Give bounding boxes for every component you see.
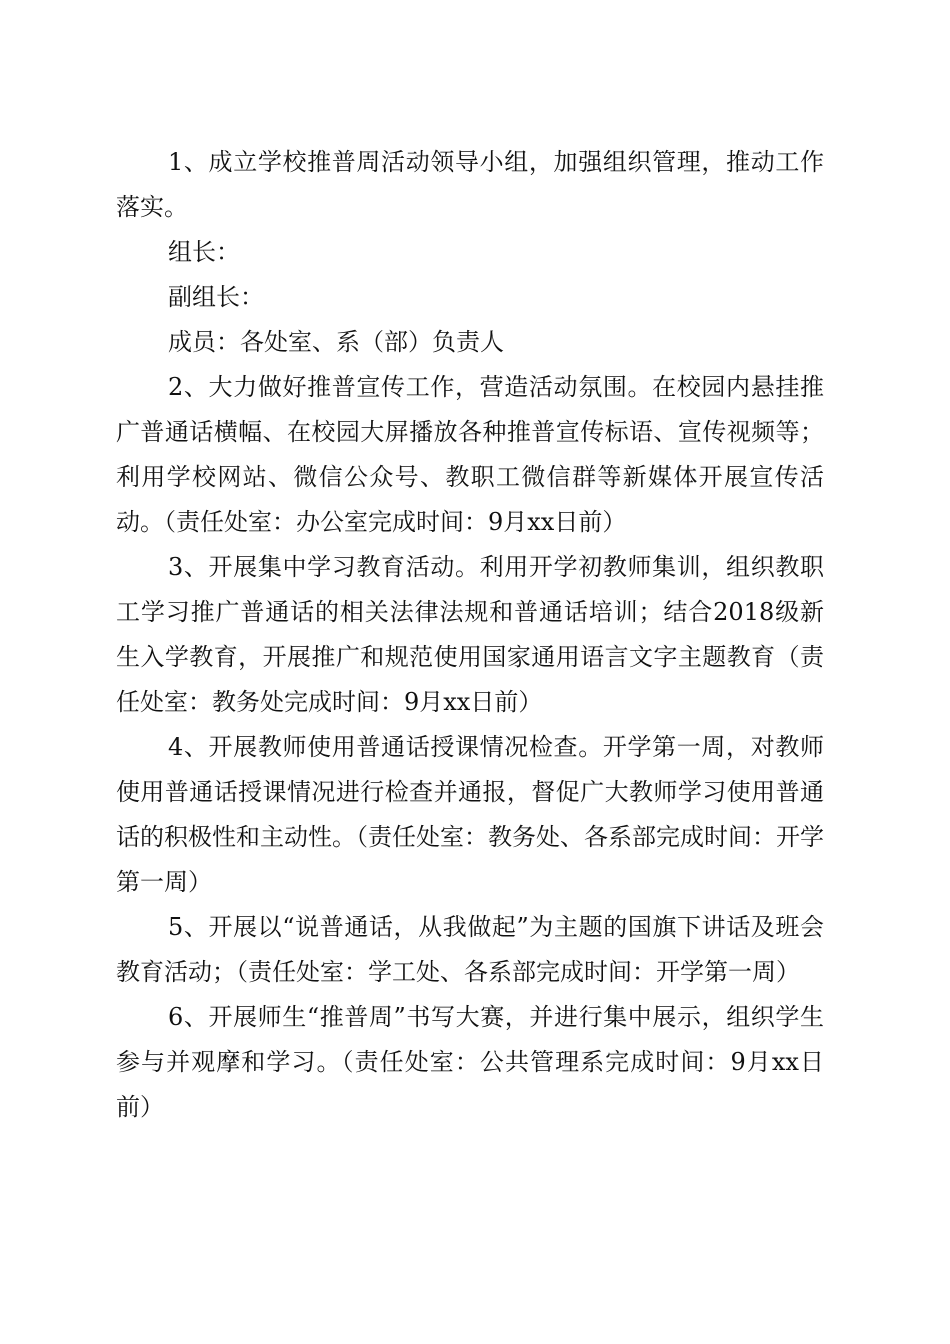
paragraph-deputy-leader: 副组长：: [168, 283, 264, 311]
paragraph-flag-speech: 5、开展以“说普通话，从我做起”为主题的国旗下讲话及班会教育活动；（责任处室：学工处、各系部完成时间：开学第一周）: [116, 913, 824, 986]
paragraph-leadership-group: 1、成立学校推普周活动领导小组，加强组织管理，推动工作落实。: [116, 148, 824, 221]
paragraph-writing-contest: 6、开展师生“推普周”书写大赛，并进行集中展示，组织学生参与并观摩和学习。（责任处室：公共管理系完成时间：9月xx日前）: [116, 1003, 824, 1121]
paragraph-publicity: 2、大力做好推普宣传工作，营造活动氛围。在校园内悬挂推广普通话横幅、在校园大屏播放各种推普宣传标语、宣传视频等；利用学校网站、微信公众号、教职工微信群等新媒体开展宣传活动。（责任处室：办公室完成时间：9月xx日前）: [116, 373, 824, 536]
paragraph-members: 成员：各处室、系（部）负责人: [168, 328, 504, 356]
paragraph-inspection: 4、开展教师使用普通话授课情况检查。开学第一周，对教师使用普通话授课情况进行检查并通报，督促广大教师学习使用普通话的积极性和主动性。（责任处室：教务处、各系部完成时间：开学第一周）: [116, 733, 824, 896]
document-body: [116, 140, 824, 1130]
paragraph-education: 3、开展集中学习教育活动。利用开学初教师集训，组织教职工学习推广普通话的相关法律法规和普通话培训；结合2018级新生入学教育，开展推广和规范使用国家通用语言文字主题教育（责任处室：教务处完成时间：9月xx日前）: [116, 553, 824, 716]
paragraph-group-leader: 组长：: [168, 238, 240, 266]
